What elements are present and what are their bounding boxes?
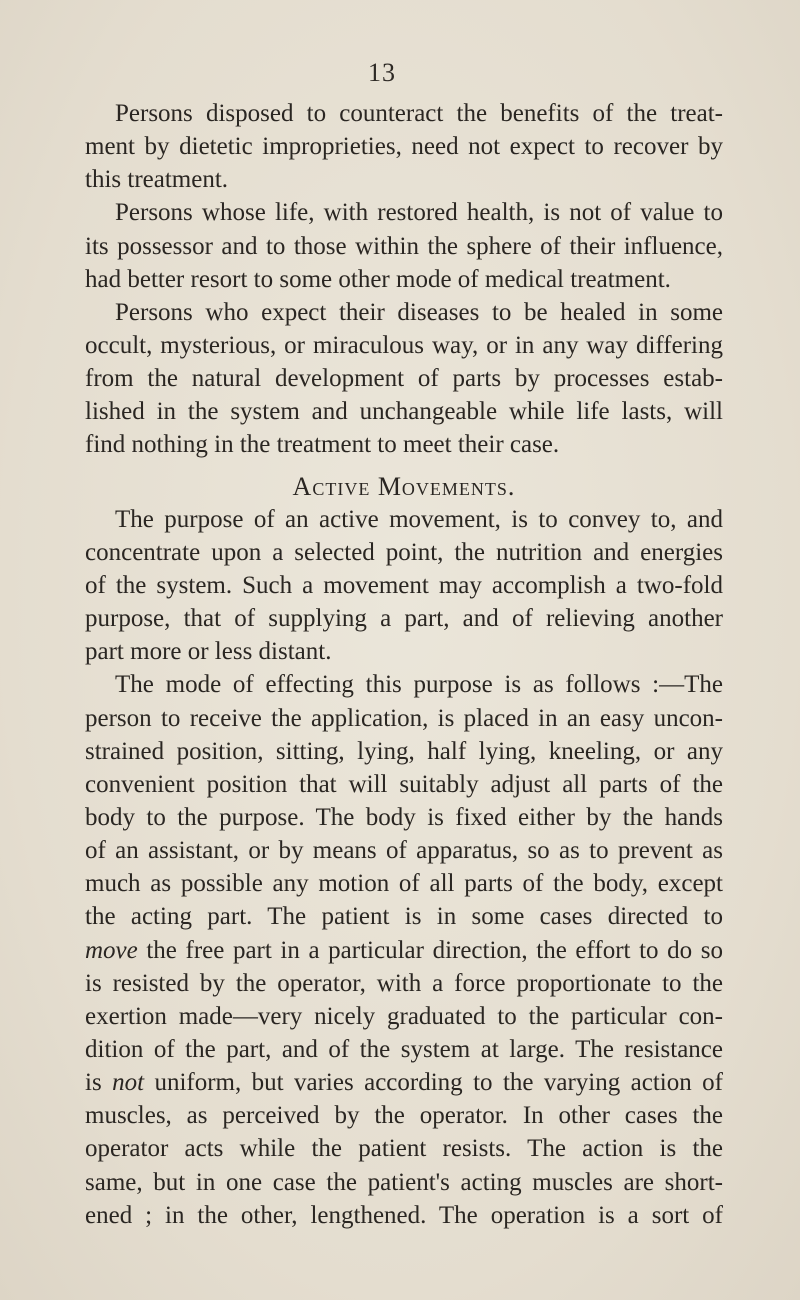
text-line: is not uniform, but varies according to the varying action of (85, 1069, 723, 1097)
emphasis: move (85, 936, 138, 964)
text-line: move the free part in a particular direction, the effort to do so (85, 936, 723, 964)
text-line: of the system. Such a movement may accomplish a two-fold (85, 571, 723, 599)
text-line: same, but in one case the patient's acting muscles are short- (85, 1168, 723, 1196)
text-line: had better resort to some other mode of medical treatment. (85, 265, 671, 293)
text-line: muscles, as perceived by the operator. In other cases the (85, 1102, 723, 1130)
text-line: much as possible any motion of all parts of the body, except (85, 870, 723, 898)
text-line: ened ; in the other, lengthened. The operation is a sort of (85, 1201, 723, 1229)
text-line: of an assistant, or by means of apparatus, so as to prevent as (85, 837, 723, 865)
section-heading: Active Movements. (292, 471, 516, 501)
text-line: person to receive the application, is placed in an easy uncon- (85, 704, 723, 732)
text-line: find nothing in the treatment to meet their case. (85, 431, 560, 459)
text-line: strained position, sitting, lying, half lying, kneeling, or any (85, 737, 723, 765)
text-line: lished in the system and unchangeable while life lasts, will (85, 398, 723, 426)
text-line: body to the purpose. The body is fixed either by the hands (85, 803, 723, 831)
text-line: dition of the part, and of the system at large. The resistance (85, 1035, 723, 1063)
text-line: occult, mysterious, or miraculous way, or in any way differing (85, 331, 723, 359)
text-line: convenient position that will suitably adjust all parts of the (85, 770, 723, 798)
text-line: concentrate upon a selected point, the nutrition and energies (85, 538, 723, 566)
body-text (85, 97, 723, 1232)
text-line: operator acts while the patient resists. The action is the (85, 1135, 723, 1163)
text-line: is resisted by the operator, with a force proportionate to the (85, 969, 723, 997)
text-line: part more or less distant. (85, 638, 332, 666)
text-line: Persons whose life, with restored health, is not of value to (115, 199, 723, 227)
page-number: 13 (368, 58, 396, 87)
text-line: this treatment. (85, 166, 229, 194)
text-line: Persons disposed to counteract the benefits of the treat- (115, 100, 723, 127)
text-line: Persons who expect their diseases to be healed in some (115, 298, 723, 326)
text-line: The purpose of an active movement, is to convey to, and (115, 505, 723, 533)
text-line: from the natural development of parts by processes estab- (85, 365, 723, 393)
text-line: The mode of effecting this purpose is as follows :—The (115, 671, 723, 699)
text-line: the acting part. The patient is in some cases directed to (85, 903, 723, 931)
text-line: ment by dietetic improprieties, need not expect to recover by (85, 133, 723, 161)
text-line: its possessor and to those within the sphere of their influence, (85, 232, 723, 260)
text-line: purpose, that of supplying a part, and of relieving another (85, 605, 723, 633)
text-line: exertion made—very nicely graduated to the particular con- (85, 1002, 723, 1030)
emphasis: not (112, 1069, 145, 1097)
